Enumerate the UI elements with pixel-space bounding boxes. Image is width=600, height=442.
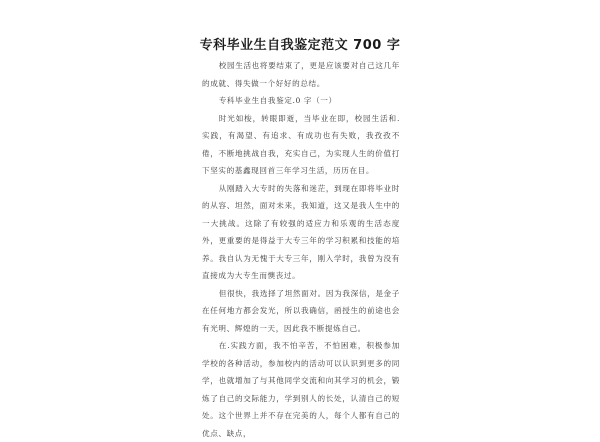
body-paragraph: 时光如梭，转眼即逝，当毕业在即，校园生活和.实践，有渴望、有追求、有成功也有失败，我孜孜不倦，不断地挑战自我，充实自己，为实现人生的价值打下坚实的基鑫现回首三年学习生活，历历在目。: [202, 113, 400, 175]
section-subheading: 专科毕业生自我鉴定.0 字（一）: [218, 96, 337, 105]
document-title: 专科毕业生自我鉴定范文 700 字: [199, 38, 401, 53]
body-paragraph: 在.实践方面，我不怕辛苦，不怕困难，积极参加学校的各种活动，参加校内的活动可以认识到更多的同学，也就增加了与其他同学交流和向其学习的机会，锻炼了自己的交际能力，学到别人的长处，认清自己的短处。这个世界上并不存在完美的人，每个人都有自己的优点、缺点，: [202, 341, 400, 438]
body-paragraph: 但很快，我选择了坦然面对。因为我深信，是金子在任何地方都会发光，所以我确信，函授生的前途也会有光明、辉煌的一天，因此我不断提炼自己。: [202, 288, 400, 333]
document-body: [202, 57, 400, 442]
intro-paragraph: 校园生活也将要结束了，更是应该要对自己这几年的成就、得失做一个好好的总结。: [202, 61, 400, 88]
body-paragraph: 从刚踏入大专时的失落和迷茫，到现在即将毕业时的从容、坦然，面对未来，我知道，这又是我人生中的一大挑战。这除了有较强的适应力和乐观的生活态度外，更重要的是得益于大专三年的学习积累和技能的培养。我自认为无愧于大专三年，刚入学时，我曾为没有直接成为大专生而懊丧过。: [202, 183, 400, 280]
